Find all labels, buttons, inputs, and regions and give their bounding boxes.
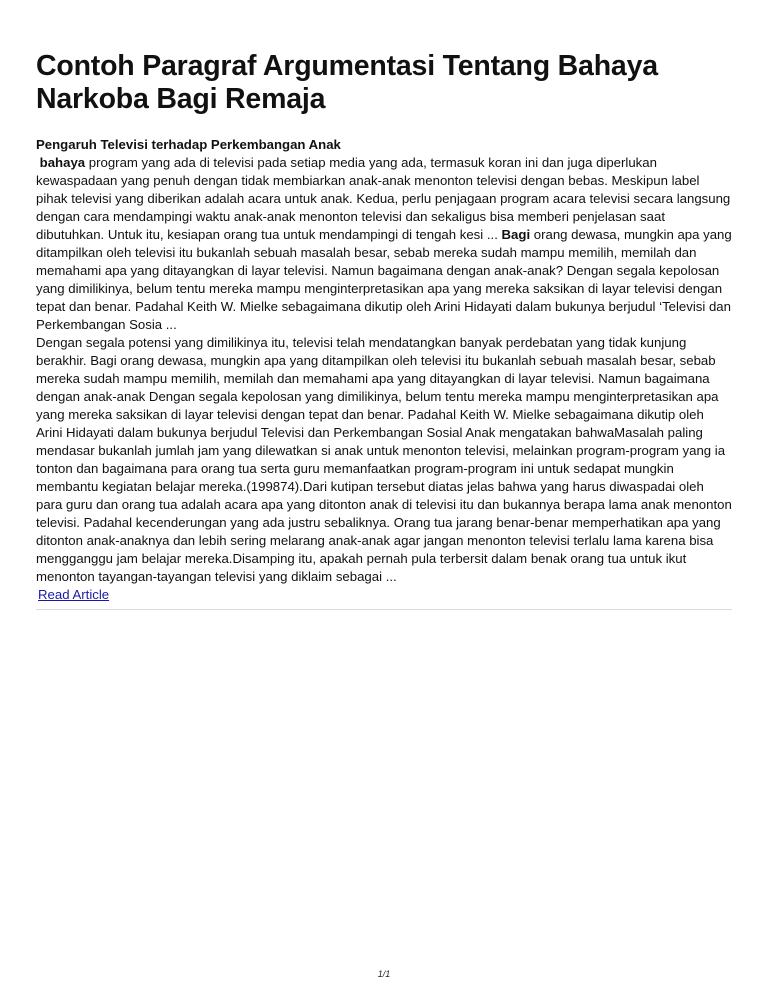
document-page	[36, 50, 732, 618]
read-article-link[interactable]: Read Article	[38, 587, 110, 602]
keyword-bagi: Bagi	[501, 227, 531, 242]
page-number: 1/1	[377, 969, 391, 979]
paragraph-1-text-a: program yang ada di televisi pada setiap media yang ada, termasuk koran ini dan juga diperlukan kewaspadaan yang penuh dengan tidak membiarkan anak-anak menonton televisi dengan bebas. Meskipun label pihak televisi yang diberikan adalah acara untuk anak. Kedua, perlu penjagaan program acara televisi secara langsung dengan cara mendampingi waktu anak-anak menonton televisi dan sekaligus bisa memberi penjelasan saat dibutuhkan. Untuk itu, kesiapan orang tua untuk mendampingi di tengah kesi ...	[36, 155, 731, 242]
article-paragraph-1	[36, 154, 732, 334]
divider	[36, 609, 732, 610]
page-title: Contoh Paragraf Argumentasi Tentang Bahaya Narkoba Bagi Remaja	[36, 50, 658, 115]
article-paragraph-2: Dengan segala potensi yang dimilikinya itu, televisi telah mendatangkan banyak perdebatan yang tidak kunjung berakhir. Bagi orang dewasa, mungkin apa yang ditampilkan oleh televisi itu bukanlah sebuah masalah besar, sebab mereka sudah mampu memilih, memilah dan memahami apa yang ditayangkan di layar televisi. Namun bagaimana dengan anak-anak Dengan segala kepolosan yang dimilikinya, belum tentu mereka mampu menginterpretasikan apa yang mereka saksikan di layar televisi dengan tepat dan benar. Padahal Keith W. Mielke sebagaimana dikutip oleh Arini Hidayati dalam bukunya berjudul Televisi dan Perkembangan Sosial Anak mengatakan bahwaMasalah paling mendasar bukanlah jumlah jam yang dilewatkan si anak untuk menonton televisi, melainkan program-program yang ia tonton dan bagaimana para orang tua serta guru memanfaatkan program-program ini untuk sedapat mungkin membantu kegiatan belajar mereka.(199874).Dari kutipan tersebut diatas jelas bahwa yang harus diwaspadai oleh para guru dan orang tua adalah acara apa yang ditonton anak di televisi itu dan bukannya berapa lama anak menonton televisi. Padahal kecenderungan yang ada justru sebaliknya. Orang tua jarang benar-benar memperhatikan apa yang ditonton anak-anaknya dan lebih sering melarang anak-anak agar jangan menonton televisi terlalu lama karena bisa mengganggu jam belajar mereka.Disamping itu, apakah pernah pula terbersit dalam benak orang tua untuk ikut menonton tayangan-tayangan televisi yang diklaim sebagai ...	[36, 335, 732, 584]
keyword-bahaya: bahaya	[39, 155, 86, 170]
section-heading: Pengaruh Televisi terhadap Perkembangan Anak	[36, 137, 341, 152]
paragraph-1-text-b: orang dewasa, mungkin apa yang ditampilkan oleh televisi itu bukanlah sebuah masalah besar, sebab mereka sudah mampu memilih, memilah dan memahami apa yang ditayangkan di layar televisi. Namun bagaimana dengan anak-anak? Dengan segala kepolosan yang dimilikinya, belum tentu mereka mampu menginterpretasikan apa yang mereka saksikan di layar televisi dengan tepat dan benar. Padahal Keith W. Mielke sebagaimana dikutip oleh Arini Hidayati dalam bukunya berjudul ‘Televisi dan Perkembangan Sosia ...	[36, 227, 732, 332]
